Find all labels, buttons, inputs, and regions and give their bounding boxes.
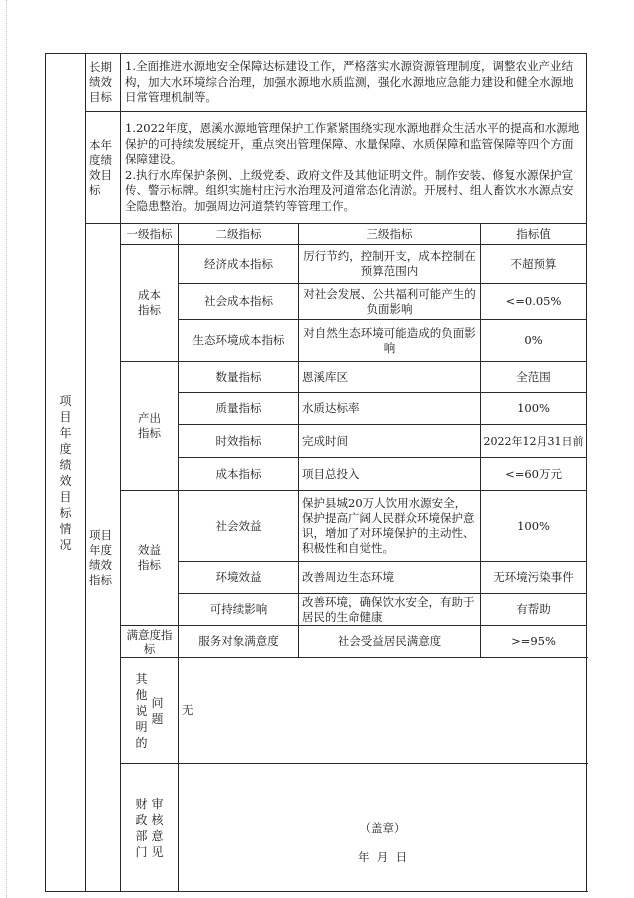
- header-level1: 一级指标: [121, 224, 179, 245]
- level3-cell: 社会受益居民满意度: [299, 626, 481, 658]
- finance-review-cell: [179, 764, 587, 892]
- long-term-label: 长期绩效目标: [89, 60, 112, 104]
- indicators-label-cell: [86, 224, 121, 892]
- value-cell: 100%: [481, 491, 587, 562]
- value-cell: 全范围: [481, 362, 587, 393]
- level1-output: [121, 362, 179, 491]
- level2-cell: 可持续影响: [179, 594, 299, 626]
- level2-cell: 生态环境成本指标: [179, 320, 299, 362]
- table-row: [46, 362, 587, 393]
- performance-goal-table: [45, 53, 587, 892]
- level3-cell: 厉行节约，控制开支，成本控制在预算范围内: [299, 245, 481, 284]
- level3-cell: 保护县城20万人饮用水源安全，保护提高广阔人民群众环境保护意识，增加了对环境保护的主动性、积极性和自觉性。: [299, 491, 481, 562]
- annual-text-cell: [121, 112, 587, 224]
- value-cell: <=60万元: [481, 458, 587, 491]
- level3-cell: 完成时间: [299, 425, 481, 458]
- table-row: [46, 626, 587, 658]
- level3-cell: 恩溪库区: [299, 362, 481, 393]
- seal-text: （盖章）: [359, 820, 406, 835]
- long-term-label-cell: [86, 54, 121, 112]
- value-cell: 100%: [481, 393, 587, 425]
- annual-label-cell: [86, 112, 121, 224]
- level2-cell: 质量指标: [179, 393, 299, 425]
- level1-label: 效益指标: [138, 543, 161, 572]
- other-text: 无: [179, 658, 587, 764]
- table-row: [46, 245, 587, 284]
- finance-label-cell: [121, 764, 179, 892]
- value-cell: <=0.05%: [481, 284, 587, 320]
- section-label: 项目年度绩效目标情况: [59, 393, 72, 552]
- long-term-text: 1.全面推进水源地安全保障达标建设工作，严格落实水源资源管理制度，调整农业产业结构，加大水环境综合治理，加强水源地水质监测，强化水源地应急能力建设和健全水源地日常管理机制等。: [121, 54, 587, 112]
- level2-cell: 成本指标: [179, 458, 299, 491]
- finance-label-b: 审核意见: [151, 796, 164, 859]
- indicators-label: 项目年度绩效指标: [89, 527, 112, 587]
- level3-cell: 对自然生态环境可能造成的负面影响: [299, 320, 481, 362]
- finance-label-a: 财政部门: [135, 796, 148, 859]
- value-cell: 无环境污染事件: [481, 562, 587, 594]
- level2-cell: 数量指标: [179, 362, 299, 393]
- level2-cell: 时效指标: [179, 425, 299, 458]
- other-label-b: 问题: [151, 695, 164, 726]
- header-level2: 二级指标: [179, 224, 299, 245]
- value-cell: >=95%: [481, 626, 587, 658]
- other-label-a: 其他说明的: [135, 671, 148, 750]
- value-cell: 不超预算: [481, 245, 587, 284]
- table-row: [46, 491, 587, 562]
- finance-row: [46, 764, 587, 892]
- level2-cell: 社会效益: [179, 491, 299, 562]
- annual-label: 本年度绩效目标: [89, 137, 112, 197]
- page-edge-mark: [6, 0, 8, 898]
- level1-label: 产出指标: [138, 411, 161, 440]
- level3-cell: 改善环境，确保饮水安全，有助于居民的生命健康: [299, 594, 481, 626]
- level2-cell: 经济成本指标: [179, 245, 299, 284]
- level3-cell: 水质达标率: [299, 393, 481, 425]
- level2-cell: 服务对象满意度: [179, 626, 299, 658]
- level3-cell: 改善周边生态环境: [299, 562, 481, 594]
- value-cell: 有帮助: [481, 594, 587, 626]
- level1-satisfaction: 满意度指标: [121, 626, 179, 658]
- long-term-row: [46, 54, 587, 112]
- header-value: 指标值: [481, 224, 587, 245]
- other-row: [46, 658, 587, 764]
- level3-cell: 项目总投入: [299, 458, 481, 491]
- annual-row: [46, 112, 587, 224]
- level3-cell: 对社会发展、公共福利可能产生的负面影响: [299, 284, 481, 320]
- level1-cost: [121, 245, 179, 362]
- level2-cell: 环境效益: [179, 562, 299, 594]
- annual-paragraph-1: 1.2022年度，恩溪水源地管理保护工作紧紧围绕实现水源地群众生活水平的提高和水源地保护的可持续发展绽开，重点突出管理保障、水量保障、水质保障和监管保障等四个方面保障建设。: [125, 121, 580, 166]
- date-text: 年 月 日: [357, 849, 408, 864]
- annual-paragraph-2: 2.执行水库保护条例、上级党委、政府文件及其他证明文件。制作安装、修复水源保护宣传、警示标牌。组织实施村庄污水治理及河道常态化清淤。开展村、组人畜饮水水源点安全隐患整治。加强周边河道禁钓等管理工作。: [125, 167, 574, 213]
- value-cell: 2022年12月31日前: [481, 425, 587, 458]
- other-label-cell: [121, 658, 179, 764]
- level2-cell: 社会成本指标: [179, 284, 299, 320]
- indicator-header-row: [46, 224, 587, 245]
- value-cell: 0%: [481, 320, 587, 362]
- level1-label: 成本指标: [138, 288, 161, 317]
- level1-benefit: [121, 491, 179, 626]
- header-level3: 三级指标: [299, 224, 481, 245]
- section-label-cell: [46, 54, 86, 892]
